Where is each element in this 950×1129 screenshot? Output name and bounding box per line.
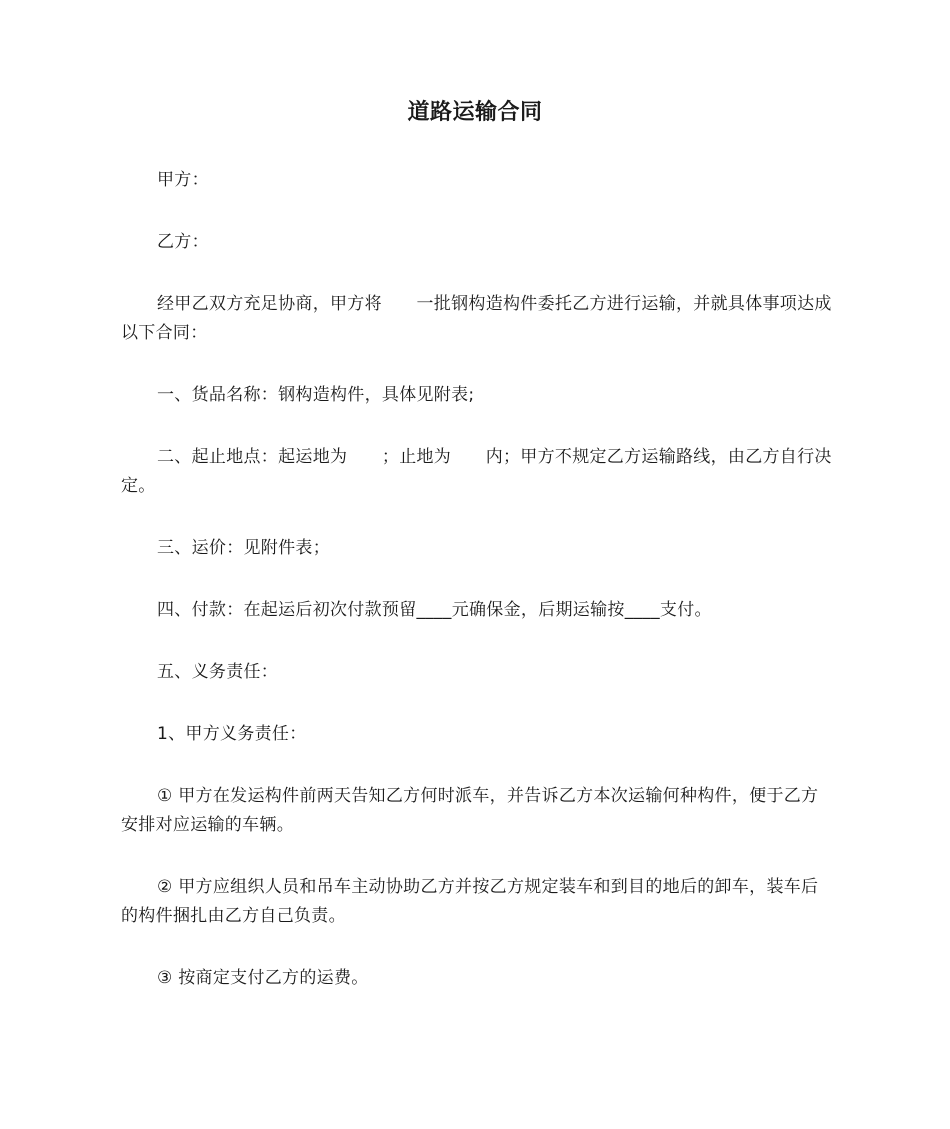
party-a-obligation-3: ③ 按商定支付乙方的运费。 (157, 968, 369, 988)
party-a-obligation-2: ② 甲方应组织人员和吊车主动协助乙方并按乙方规定装车和到目的地后的卸车，装车后的构件捆扎由乙方自己负责。 (121, 877, 819, 926)
party-b-line: 乙方： (157, 232, 209, 252)
party-a-line: 甲方： (157, 170, 209, 190)
clause-price: 三、运价：见附件表； (157, 538, 330, 558)
clause-payment: 四、付款：在起运后初次付款预留____元确保金，后期运输按____支付。 (157, 600, 712, 620)
clause-goods-name: 一、货品名称：钢构造构件，具体见附表; (157, 385, 475, 405)
clause-locations: 二、起止地点：起运地为 ；止地为 内；甲方不规定乙方运输路线，由乙方自行决定。 (121, 447, 832, 496)
party-a-obligations-heading: 1、甲方义务责任： (157, 724, 307, 744)
party-a-obligation-1: ① 甲方在发运构件前两天告知乙方何时派车，并告诉乙方本次运输何种构件，便于乙方安排对应运输的车辆。 (121, 786, 819, 835)
preamble-paragraph: 经甲乙双方充足协商，甲方将 一批钢构造构件委托乙方进行运输，并就具体事项达成以下合同： (121, 294, 832, 343)
clause-obligations: 五、义务责任： (157, 662, 279, 682)
document-title: 道路运输合同 (407, 100, 543, 125)
